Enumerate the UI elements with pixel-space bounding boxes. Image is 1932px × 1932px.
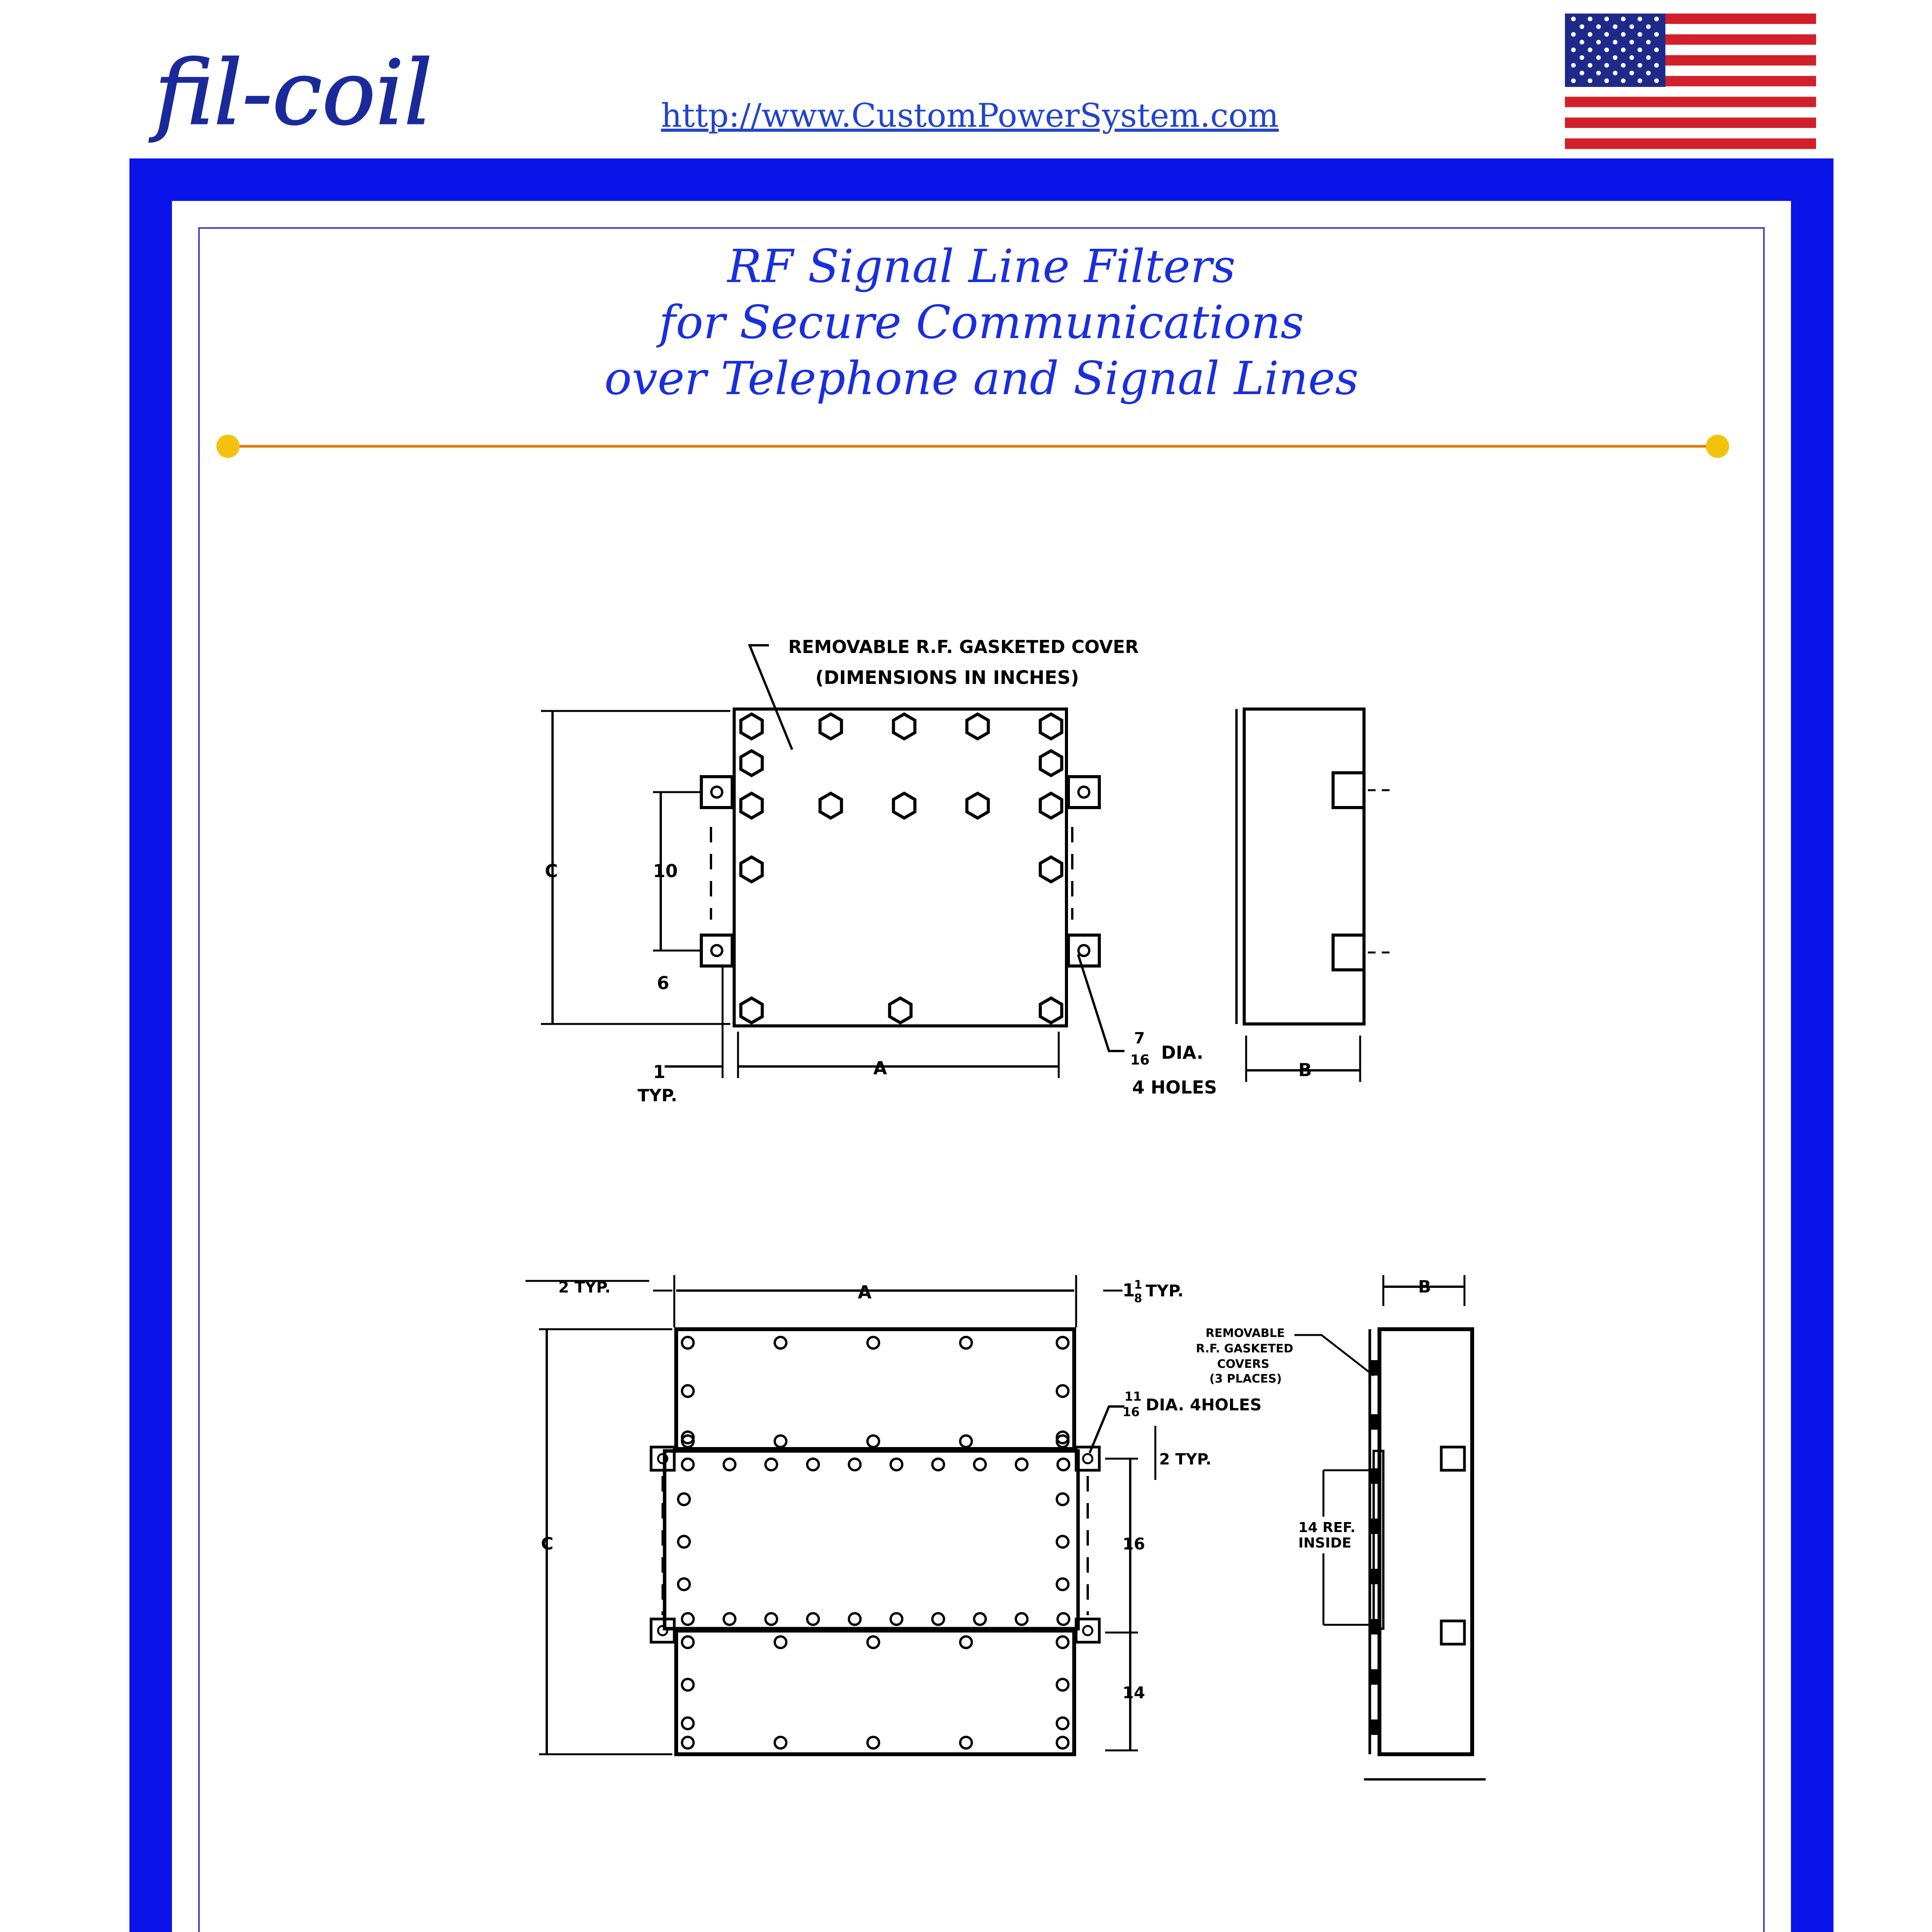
drawing1-tab xyxy=(1068,935,1099,966)
drawing1-front-view xyxy=(734,709,1066,1026)
mounting-hole-icon xyxy=(658,1626,667,1635)
bolt-icon xyxy=(960,1435,972,1447)
mounting-hole-icon xyxy=(1078,787,1089,798)
cover-edge-mark xyxy=(1370,1519,1378,1534)
drawing2-hole-label: DIA. 4HOLES xyxy=(1146,1395,1262,1414)
bolt-icon xyxy=(1057,1385,1068,1397)
drawing2-covers-label-1: REMOVABLE xyxy=(1206,1327,1285,1340)
drawing2-dim-c: C xyxy=(541,1534,554,1554)
cover-edge-mark xyxy=(1370,1468,1378,1484)
title-line-2: for Secure Communications xyxy=(659,296,1304,349)
logo-text: fil-coil xyxy=(155,42,433,145)
hex-bolt-icon xyxy=(1040,857,1061,882)
hex-bolt-icon xyxy=(1040,793,1061,818)
bolt-icon xyxy=(678,1493,690,1505)
website-link[interactable]: http://www.CustomPowerSystem.com xyxy=(661,97,1279,134)
mounting-hole-icon xyxy=(711,945,722,956)
hex-bolt-icon xyxy=(741,714,762,739)
bolt-icon xyxy=(974,1459,986,1470)
hex-bolt-icon xyxy=(893,714,915,739)
drawing2-hole-den: 16 xyxy=(1122,1405,1140,1419)
drawing2-dim-frac-num: 1 xyxy=(1134,1278,1142,1292)
bolt-icon xyxy=(678,1578,690,1590)
drawing2-covers-label-3: COVERS xyxy=(1217,1357,1270,1371)
drawing1-cover-bolts xyxy=(711,714,1089,1023)
hex-bolt-icon xyxy=(741,793,762,818)
drawing1-hole-num: 7 xyxy=(1134,1029,1145,1047)
drawing1-dim-1: 1 xyxy=(653,1061,666,1082)
bolt-icon xyxy=(678,1536,690,1548)
mounting-hole-icon xyxy=(1083,1626,1092,1635)
hex-bolt-icon xyxy=(893,793,915,818)
drawing2-covers-label-2: R.F. GASKETED xyxy=(1196,1342,1294,1355)
bolt-icon xyxy=(849,1459,861,1470)
title-line-3: over Telephone and Signal Lines xyxy=(604,352,1359,405)
bolt-icon xyxy=(775,1337,786,1349)
drawing2-dim-frac-den: 8 xyxy=(1134,1292,1142,1305)
drawing2-covers-label-4: (3 PLACES) xyxy=(1209,1372,1282,1386)
drawing1-dim-6: 6 xyxy=(657,973,670,993)
bolt-icon xyxy=(682,1679,694,1690)
bolt-icon xyxy=(891,1459,902,1470)
bolt-icon xyxy=(1057,1636,1068,1648)
bolt-icon xyxy=(775,1435,786,1447)
bolt-icon xyxy=(960,1636,972,1648)
bolt-icon xyxy=(682,1459,694,1470)
drawing1-side-view xyxy=(1244,709,1364,1024)
bolt-icon xyxy=(682,1613,694,1625)
drawing1-dim-a: A xyxy=(873,1058,887,1078)
bolt-icon xyxy=(1016,1613,1027,1625)
bolt-icon xyxy=(867,1435,879,1447)
bolt-icon xyxy=(1057,1737,1068,1748)
bolt-icon xyxy=(1057,1337,1068,1349)
hex-bolt-icon xyxy=(1040,998,1061,1023)
bolt-icon xyxy=(867,1337,879,1349)
bolt-icon xyxy=(775,1636,786,1648)
drawing2-ref-label-1: 14 REF. xyxy=(1298,1520,1355,1536)
cover-edge-mark xyxy=(1370,1414,1378,1430)
drawing2-bottom-module xyxy=(676,1631,1074,1754)
drawing2-cover-bolts xyxy=(658,1337,1378,1748)
drawing1-dim-note: (DIMENSIONS IN INCHES) xyxy=(815,667,1079,689)
title-line-1: RF Signal Line Filters xyxy=(727,240,1236,293)
drawing1-tab xyxy=(1068,777,1099,808)
drawing2-side-view xyxy=(1379,1329,1472,1754)
cover-edge-mark xyxy=(1370,1360,1378,1376)
drawing2-dim-2typ: 2 TYP. xyxy=(558,1279,611,1296)
hex-bolt-icon xyxy=(820,714,841,739)
bolt-icon xyxy=(1058,1613,1069,1625)
bolt-icon xyxy=(682,1337,694,1349)
mounting-hole-icon xyxy=(1078,945,1089,956)
hex-bolt-icon xyxy=(741,857,762,882)
cover-edge-mark xyxy=(1370,1669,1378,1685)
drawing2-dim-14: 14 xyxy=(1122,1683,1145,1702)
bolt-icon xyxy=(867,1636,879,1648)
bolt-icon xyxy=(724,1459,735,1470)
mounting-hole-icon xyxy=(711,787,722,798)
bolt-icon xyxy=(1057,1536,1068,1548)
bolt-icon xyxy=(932,1459,944,1470)
hex-bolt-icon xyxy=(820,793,841,818)
bolt-icon xyxy=(807,1613,819,1625)
bolt-icon xyxy=(891,1613,902,1625)
hex-bolt-icon xyxy=(741,751,762,776)
bolt-icon xyxy=(682,1718,694,1729)
bolt-icon xyxy=(960,1337,972,1349)
drawing1-cover-label: REMOVABLE R.F. GASKETED COVER xyxy=(788,636,1139,657)
drawing2-middle-module xyxy=(665,1451,1078,1629)
hex-bolt-icon xyxy=(1040,751,1061,776)
hex-bolt-icon xyxy=(967,793,988,818)
bolt-icon xyxy=(1016,1459,1027,1470)
drawing1-dim-typ: TYP. xyxy=(638,1086,677,1105)
bolt-icon xyxy=(724,1613,735,1625)
bolt-icon xyxy=(1057,1679,1068,1690)
bolt-icon xyxy=(932,1613,944,1625)
drawing2-dim-a: A xyxy=(858,1282,872,1303)
bolt-icon xyxy=(765,1459,777,1470)
drawing1-tab xyxy=(701,935,732,966)
bolt-icon xyxy=(1057,1578,1068,1590)
drawing2-dim-2typ-right: 2 TYP. xyxy=(1159,1451,1212,1468)
drawing1-tab xyxy=(701,777,732,808)
bolt-icon xyxy=(1058,1459,1069,1470)
bolt-icon xyxy=(1057,1493,1068,1505)
bolt-icon xyxy=(849,1613,861,1625)
bolt-icon xyxy=(775,1737,786,1748)
bolt-icon xyxy=(974,1613,986,1625)
bolt-icon xyxy=(682,1636,694,1648)
drawing2-hole-num: 11 xyxy=(1124,1389,1142,1404)
drawing1-dim-c: C xyxy=(545,861,558,881)
drawing1-dim-b: B xyxy=(1298,1060,1312,1080)
cover-edge-mark xyxy=(1370,1619,1378,1634)
bolt-icon xyxy=(867,1737,879,1748)
bolt-icon xyxy=(1057,1718,1068,1729)
bolt-icon xyxy=(682,1385,694,1397)
drawing1-hole-den: 16 xyxy=(1130,1052,1150,1068)
bolt-icon xyxy=(682,1737,694,1748)
hex-bolt-icon xyxy=(967,714,988,739)
cover-edge-mark xyxy=(1370,1719,1378,1735)
drawing1-hole-count: 4 HOLES xyxy=(1132,1077,1217,1098)
hex-bolt-icon xyxy=(1040,714,1061,739)
hex-bolt-icon xyxy=(889,998,911,1023)
cover-edge-mark xyxy=(1370,1569,1378,1584)
hex-bolt-icon xyxy=(741,998,762,1023)
drawing1-dim-10: 10 xyxy=(653,861,678,881)
drawing2-dim-frac-whole: 1 xyxy=(1122,1280,1135,1301)
drawing2-ref-label-2: INSIDE xyxy=(1298,1535,1352,1551)
mounting-hole-icon xyxy=(1083,1454,1092,1463)
drawing2-dim-16: 16 xyxy=(1122,1534,1145,1553)
drawing2-dim-frac-typ: TYP. xyxy=(1146,1281,1184,1300)
bolt-icon xyxy=(765,1613,777,1625)
drawing1-labels xyxy=(545,636,1312,1105)
drawing1-hole-dia: DIA. xyxy=(1161,1042,1204,1063)
drawing2-dim-b: B xyxy=(1418,1277,1431,1297)
bolt-icon xyxy=(807,1459,819,1470)
bolt-icon xyxy=(960,1737,972,1748)
